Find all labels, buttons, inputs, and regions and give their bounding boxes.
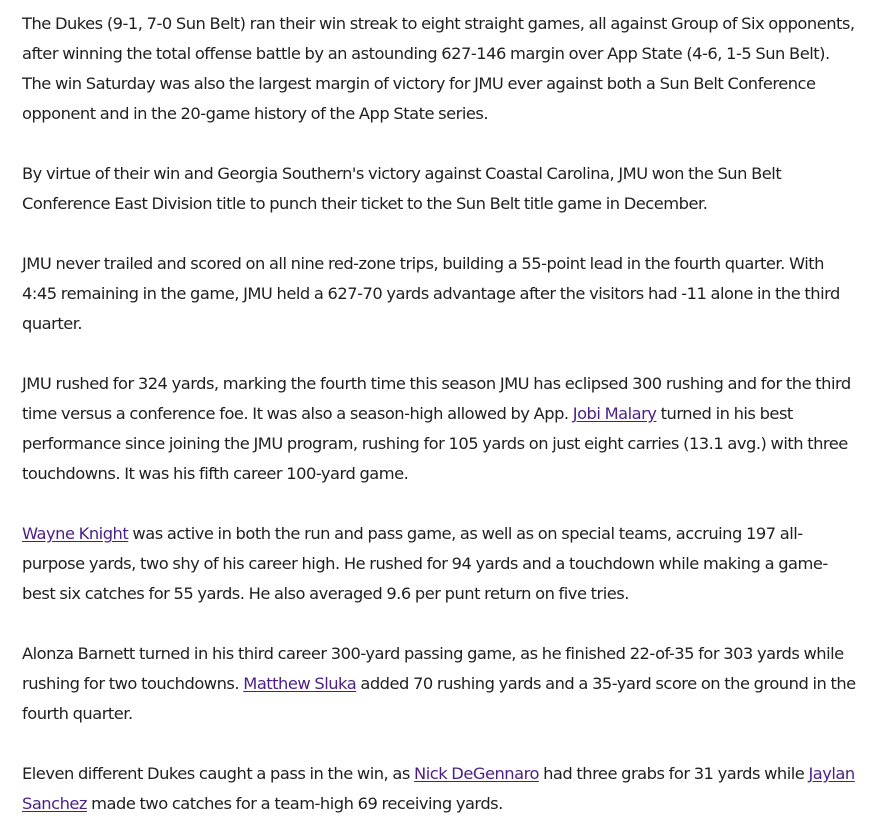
paragraph-text: was active in both the run and pass game, as well as on special teams, accruing 197 all-purpose yards, two shy of his career high. He rushed for 94 yards and a touchdown while making a game-best six catches for 55 yards. He also averaged 9.6 per punt return on five tries. (22, 524, 828, 603)
paragraph-text: turned in his best performance since joining the JMU program, rushing for 105 yards on just eight carries (13.1 avg.) with three touchdowns. It was his fifth career 100-yard game. (22, 404, 848, 483)
paragraph-text: By virtue of their win and Georgia Southern's victory against Coastal Carolina, JMU won the Sun Belt Conference East Division title to punch their ticket to the Sun Belt title game in December. (22, 164, 782, 213)
paragraph-text: had three grabs for 31 yards while (538, 764, 809, 783)
article-paragraph (22, 9, 860, 129)
player-link-jobi-malary[interactable]: Jobi Malary (572, 404, 657, 423)
paragraph-text: made two catches for a team-high 69 receiving yards. (86, 794, 503, 813)
article-paragraph (22, 369, 860, 489)
paragraph-text: JMU rushed for 324 yards, marking the fourth time this season JMU has eclipsed 300 rushing and for the third time versus a conference foe. It was also a season-high allowed by App. (22, 374, 851, 423)
paragraph-text: Eleven different Dukes caught a pass in the win, as (22, 764, 415, 783)
player-link-jaylan-sanchez[interactable]: Jaylan Sanchez (22, 764, 855, 813)
article-paragraph (22, 759, 860, 819)
article-paragraph (22, 249, 860, 339)
article-paragraph (22, 519, 860, 609)
paragraph-text: JMU never trailed and scored on all nine red-zone trips, building a 55-point lead in the fourth quarter. With 4:45 remaining in the game, JMU held a 627-70 yards advantage after the visitors had -11 alone in the third quarter. (22, 254, 840, 333)
player-link-nick-degennaro[interactable]: Nick DeGennaro (414, 764, 539, 783)
player-link-matthew-sluka[interactable]: Matthew Sluka (243, 674, 357, 693)
paragraph-text: The Dukes (9-1, 7-0 Sun Belt) ran their win streak to eight straight games, all against Group of Six opponents, after winning the total offense battle by an astounding 627-146 margin over App State (4-6, 1-5 Sun Belt). The win Saturday was also the largest margin of victory for JMU ever against both a Sun Belt Conference opponent and in the 20-game history of the App State series. (22, 14, 855, 123)
article-paragraph (22, 639, 860, 729)
article-paragraph (22, 159, 860, 219)
paragraph-text: Alonza Barnett turned in his third career 300-yard passing game, as he finished 22-of-35 for 303 yards while rushing for two touchdowns. (22, 644, 844, 693)
paragraph-text: added 70 rushing yards and a 35-yard score on the ground in the fourth quarter. (22, 674, 856, 723)
player-link-wayne-knight[interactable]: Wayne Knight (22, 524, 129, 543)
